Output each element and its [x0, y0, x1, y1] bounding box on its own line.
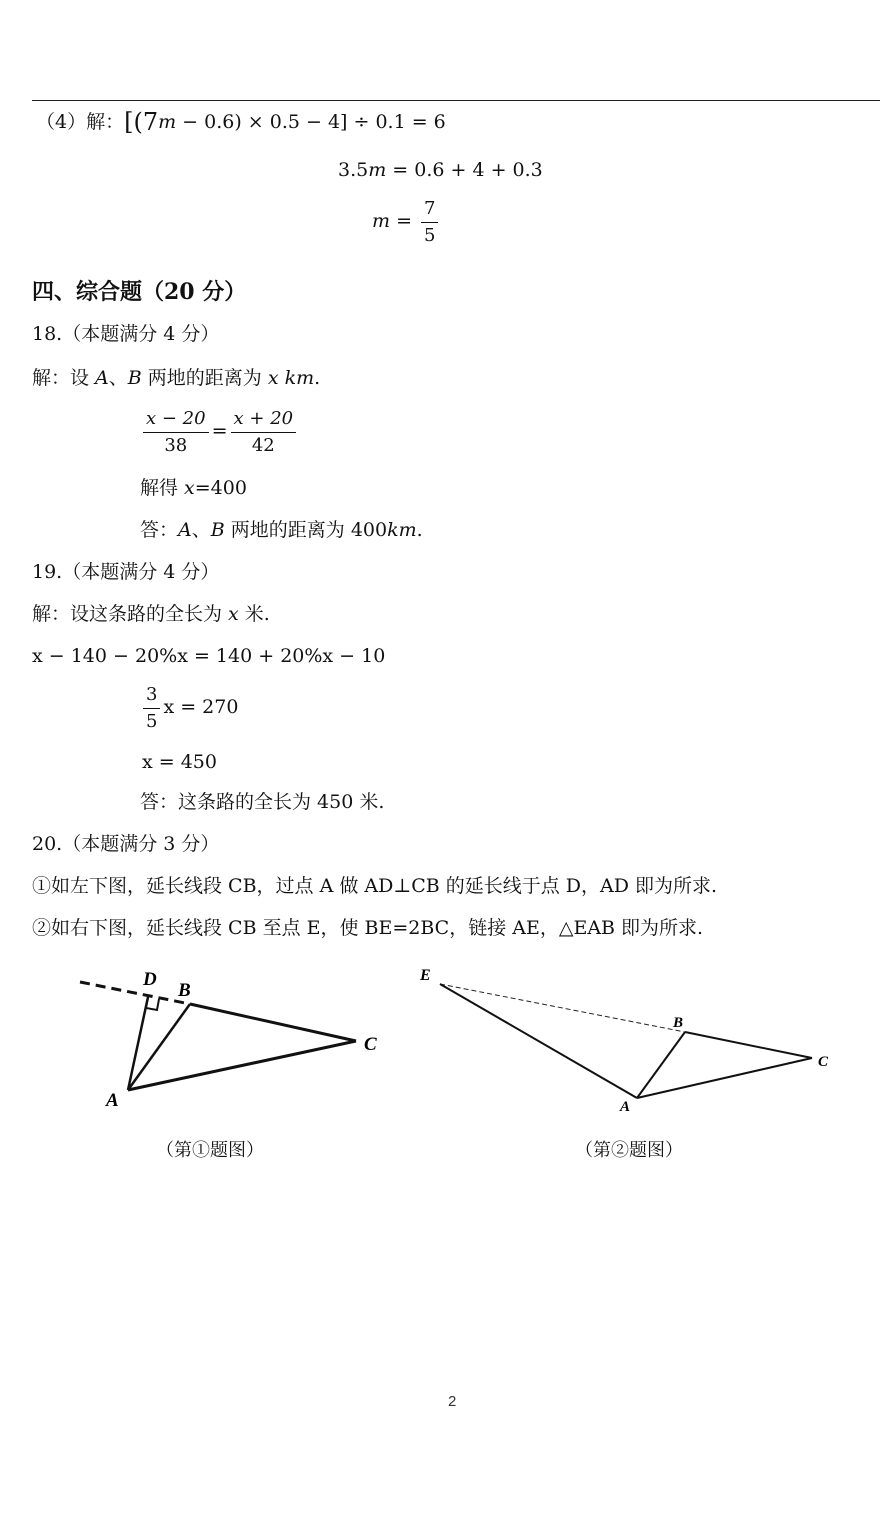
q18-eq-sign: =	[211, 420, 228, 442]
figure-2-caption: （第②题图）	[575, 1140, 683, 1161]
q18-right-num: x + 20	[231, 408, 297, 433]
section-4-title: 四、综合题（20 分）	[32, 279, 247, 305]
figure-1	[80, 969, 377, 1111]
q17-4-lhs-m: m	[158, 111, 177, 133]
q17-4-step2-a: 3.5	[338, 159, 369, 181]
figure-1-caption: （第①题图）	[156, 1140, 264, 1161]
q19-frac-den: 5	[146, 710, 158, 732]
q18-right-den: 42	[251, 434, 275, 456]
q17-4-step3-m: m	[372, 210, 391, 232]
fig1-label-D: D	[143, 969, 157, 990]
q19-frac-num: 3	[143, 684, 160, 709]
figure-2	[419, 967, 829, 1115]
q17-4-label: （4）解：	[36, 111, 125, 133]
q20-header: 20.（本题满分 3 分）	[32, 833, 220, 855]
q18-setup-a: 解：设	[32, 367, 96, 389]
q17-4-lhs-a: [(7	[124, 108, 159, 136]
q17-4-frac-num: 7	[421, 198, 438, 223]
q17-4-step2-b: = 0.6 + 4 + 0.3	[386, 159, 543, 181]
q18-setup-B: B	[127, 367, 142, 389]
q18-setup-d: .	[314, 367, 321, 389]
q18-setup-b: 、	[108, 367, 128, 389]
fig1-right-angle-mark	[146, 997, 159, 1010]
q18-ans-d: .	[416, 519, 423, 541]
fig2-segment-BC	[685, 1032, 812, 1058]
q17-4-lhs-b: − 0.6) × 0.5 − 4]	[176, 111, 348, 133]
fig2-segment-EA	[440, 984, 637, 1098]
q17-4-frac-den: 5	[424, 224, 436, 246]
q18-header: 18.（本题满分 4 分）	[32, 323, 220, 345]
q19-eq2-rest: x = 270	[163, 696, 239, 718]
fig1-label-A: A	[106, 1090, 119, 1111]
q18-solve-b: =400	[194, 477, 247, 499]
q18-left-den: 38	[164, 434, 188, 456]
q19-setup-b: 米.	[238, 603, 270, 625]
q19-eq1: x − 140 − 20%x = 140 + 20%x − 10	[32, 645, 386, 667]
q20-line2: ②如右下图，延长线段 CB 至点 E，使 BE=2BC，链接 AE，△EAB 即为所求.	[32, 917, 704, 939]
fig2-extension-dashed	[440, 984, 685, 1032]
q18-setup-c: 两地的距离为	[141, 367, 268, 389]
q18-ans-b: 、	[191, 519, 211, 541]
fig1-extension-dashed	[80, 982, 190, 1004]
q18-setup-x: x km	[267, 367, 315, 389]
page-number: 2	[448, 1393, 457, 1410]
fig1-label-B: B	[178, 980, 191, 1001]
fig2-label-A: A	[620, 1099, 631, 1115]
fig2-label-B: B	[673, 1015, 684, 1031]
q17-4-lhs-c: ÷ 0.1 = 6	[347, 111, 446, 133]
fig2-label-C: C	[818, 1054, 829, 1070]
q19-header: 19.（本题满分 4 分）	[32, 561, 220, 583]
q18-setup-A: A	[95, 367, 109, 389]
q19-answer: 答：这条路的全长为 450 米.	[140, 791, 385, 813]
q18-solve-a: 解得	[140, 477, 185, 499]
q19-setup-x: x	[228, 603, 239, 625]
q18-ans-B: B	[210, 519, 225, 541]
q18-ans-A: A	[178, 519, 192, 541]
fig2-segment-AC	[637, 1058, 812, 1098]
fig2-label-E: E	[420, 967, 431, 984]
fig1-segment-BC	[190, 1004, 356, 1041]
q17-4-step3-eq: =	[390, 210, 419, 232]
q18-ans-c: 两地的距离为 400	[224, 519, 388, 541]
q19-eq3: x = 450	[142, 751, 217, 773]
q18-solve-x: x	[184, 477, 195, 499]
q18-ans-km: km	[387, 519, 417, 541]
q19-setup-a: 解：设这条路的全长为	[32, 603, 229, 625]
q20-line1: ①如左下图，延长线段 CB，过点 A 做 AD⊥CB 的延长线于点 D，AD 即为所求.	[32, 875, 718, 897]
fig1-label-C: C	[364, 1034, 377, 1055]
fig1-segment-AC	[128, 1041, 356, 1090]
q18-left-num: x − 20	[143, 408, 209, 433]
q17-4-step2-m: m	[368, 159, 387, 181]
q18-ans-a: 答：	[140, 519, 179, 541]
